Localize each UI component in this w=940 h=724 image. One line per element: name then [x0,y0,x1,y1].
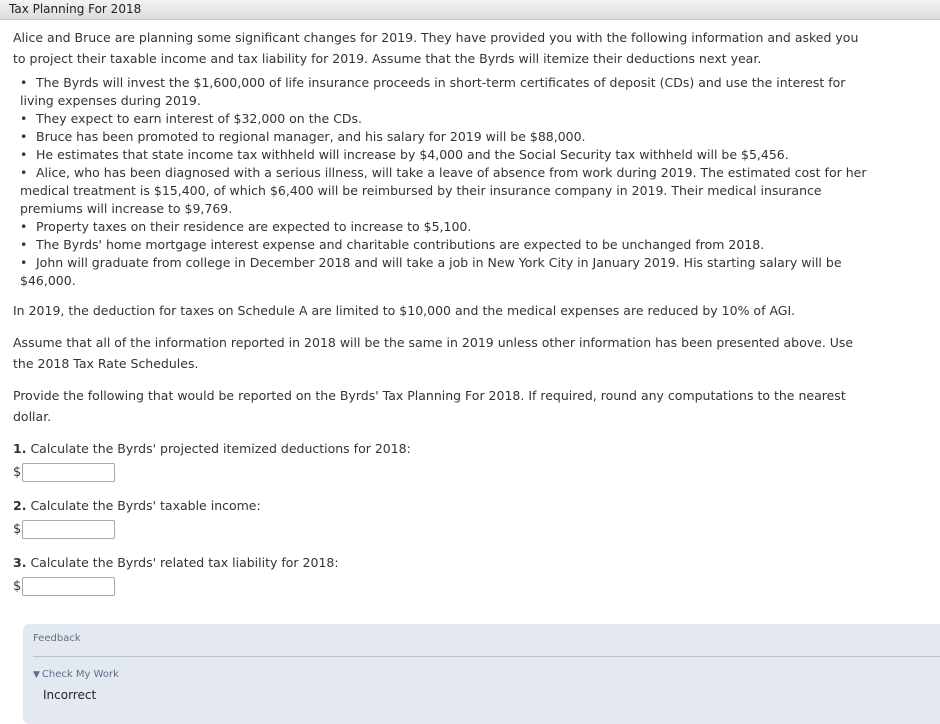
title-bar [0,0,940,20]
question-text: Calculate the Byrds' taxable income: [30,498,261,513]
tax-liability-input[interactable] [22,577,115,596]
question-2 [13,495,868,541]
question-text: Calculate the Byrds' projected itemized deductions for 2018: [30,441,411,456]
question-text: Calculate the Byrds' related tax liability for 2018: [30,555,339,570]
triangle-down-icon: ▼ [33,670,40,680]
question-3 [13,552,868,598]
list-item: • He estimates that state income tax withheld will increase by $4,000 and the Social Security tax withheld will be $5,456. [13,146,868,164]
dollar-sign: $ [13,578,22,594]
question-1 [13,438,868,484]
feedback-title: Feedback [33,633,81,644]
info-list [13,74,868,290]
itemized-deductions-input[interactable] [22,463,115,482]
list-item: • The Byrds' home mortgage interest expense and charitable contributions are expected to be unchanged from 2018. [13,236,868,254]
feedback-result: Incorrect [43,688,97,702]
question-number: 3. [13,555,27,570]
instructions-paragraph: Provide the following that would be reported on the Byrds' Tax Planning For 2018. If required, round any computations to the nearest dollar. [13,388,846,424]
question-number: 1. [13,441,27,456]
check-my-work-label: Check My Work [41,669,119,680]
list-item: • The Byrds will invest the $1,600,000 of life insurance proceeds in short-term certificates of deposit (CDs) and use the interest for living expenses during 2019. [13,74,868,110]
taxable-income-input[interactable] [22,520,115,539]
list-item: • They expect to earn interest of $32,000 on the CDs. [13,110,868,128]
question-number: 2. [13,498,27,513]
dollar-sign: $ [13,464,22,480]
dollar-sign: $ [13,521,22,537]
problem-content [13,27,868,598]
intro-paragraph: Alice and Bruce are planning some significant changes for 2019. They have provided you with the following information and asked you to project their taxable income and tax liability for 2019. Assume that the Byrds will itemize their deductions next year. [13,30,859,66]
list-item: • Property taxes on their residence are expected to increase to $5,100. [13,218,868,236]
assumption-paragraph: Assume that all of the information reported in 2018 will be the same in 2019 unless other information has been presented above. Use the 2018 Tax Rate Schedules. [13,335,854,371]
feedback-divider [33,656,940,657]
feedback-panel [23,624,940,724]
limits-paragraph: In 2019, the deduction for taxes on Schedule A are limited to $10,000 and the medical expenses are reduced by 10% of AGI. [13,303,796,318]
list-item: • John will graduate from college in December 2018 and will take a job in New York City in January 2019. His starting salary will be $46,000. [13,254,868,290]
check-my-work-toggle[interactable] [33,669,119,680]
page-title: Tax Planning For 2018 [9,2,142,16]
list-item: • Bruce has been promoted to regional manager, and his salary for 2019 will be $88,000. [13,128,868,146]
list-item: • Alice, who has been diagnosed with a serious illness, will take a leave of absence from work during 2019. The estimated cost for her medical treatment is $15,400, of which $6,400 will be reimbursed by their insurance company in 2019. Their medical insurance premiums will increase to $9,769. [13,164,868,218]
